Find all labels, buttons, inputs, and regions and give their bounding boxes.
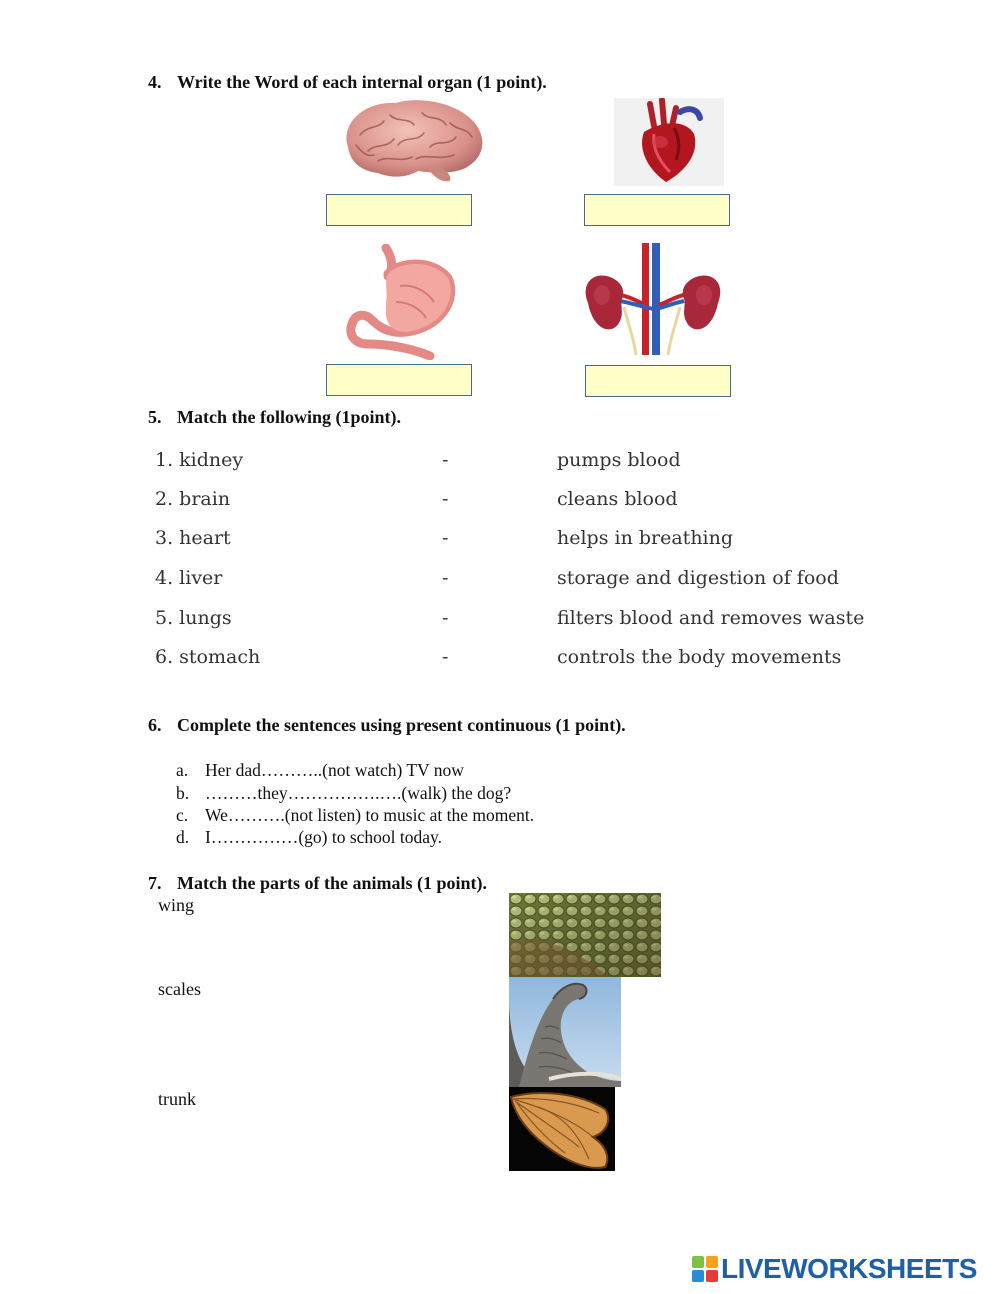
sentence-letter: a. — [176, 760, 189, 780]
sentence-text: I……………(go) to school today. — [205, 827, 443, 847]
sentence-b — [176, 783, 511, 804]
kidneys-icon — [580, 243, 726, 355]
sentence-text: ………they…………….….(walk) the dog? — [205, 783, 512, 803]
liveworksheets-logo-icon — [692, 1256, 718, 1282]
brain-answer-box[interactable] — [326, 194, 472, 226]
q4-number: 4. — [148, 72, 162, 92]
brain-image — [338, 95, 488, 187]
sentence-letter: c. — [176, 805, 189, 825]
match-right-item: filters blood and removes waste — [557, 607, 865, 629]
heart-image — [614, 98, 724, 186]
sentence-d — [176, 827, 442, 848]
q5-number: 5. — [148, 407, 162, 427]
sentence-letter: b. — [176, 783, 190, 803]
sentence-a — [176, 760, 464, 781]
stomach-icon — [342, 244, 457, 360]
match-left-item: 1. kidney — [155, 449, 244, 471]
q6-title-text: Complete the sentences using present continuous (1 point). — [177, 715, 626, 735]
match-left-item: 5. lungs — [155, 607, 232, 629]
sentence-text: Her dad………..(not watch) TV now — [205, 760, 464, 780]
match-dash: - — [442, 449, 449, 471]
reptile-scales-icon — [509, 893, 661, 977]
heart-icon — [614, 98, 724, 186]
match-left-item: 2. brain — [155, 488, 231, 510]
q6-number: 6. — [148, 715, 162, 735]
heart-answer-box[interactable] — [584, 194, 730, 226]
match-left-item: 4. liver — [155, 567, 223, 589]
match-left-item: 6. stomach — [155, 646, 261, 668]
match-dash: - — [442, 607, 449, 629]
q6-title — [148, 715, 626, 736]
animal-label-trunk: trunk — [158, 1089, 196, 1109]
match-dash: - — [442, 567, 449, 589]
butterfly-wing-icon — [509, 1087, 615, 1171]
wing-image[interactable] — [509, 1087, 615, 1171]
q5-title — [148, 407, 401, 428]
animal-label-scales: scales — [158, 979, 201, 999]
kidneys-image — [580, 243, 726, 355]
match-right-item: cleans blood — [557, 488, 678, 510]
animal-label-wing: wing — [158, 895, 194, 915]
q7-title-text: Match the parts of the animals (1 point). — [177, 873, 487, 893]
q4-title-text: Write the Word of each internal organ (1 point). — [177, 72, 547, 92]
q5-title-text: Match the following (1point). — [177, 407, 401, 427]
liveworksheets-logo — [692, 1254, 977, 1284]
match-right-item: storage and digestion of food — [557, 567, 839, 589]
match-right-item: pumps blood — [557, 449, 681, 471]
brain-icon — [338, 95, 488, 187]
trunk-image[interactable] — [509, 977, 621, 1087]
match-dash: - — [442, 527, 449, 549]
sentence-text: We……….(not listen) to music at the moment. — [205, 805, 535, 825]
q7-number: 7. — [148, 873, 162, 893]
match-right-item: helps in breathing — [557, 527, 734, 549]
elephant-trunk-icon — [509, 977, 621, 1087]
match-right-item: controls the body movements — [557, 646, 842, 668]
sentence-letter: d. — [176, 827, 190, 847]
match-left-item: 3. heart — [155, 527, 231, 549]
match-dash: - — [442, 646, 449, 668]
q7-title — [148, 873, 487, 894]
stomach-answer-box[interactable] — [326, 364, 472, 396]
match-dash: - — [442, 488, 449, 510]
kidneys-answer-box[interactable] — [585, 365, 731, 397]
scales-image[interactable] — [509, 893, 661, 977]
liveworksheets-logo-text: LIVEWORKSHEETS — [721, 1253, 977, 1284]
stomach-image — [342, 244, 457, 360]
q4-title — [148, 72, 547, 93]
sentence-c — [176, 805, 534, 826]
